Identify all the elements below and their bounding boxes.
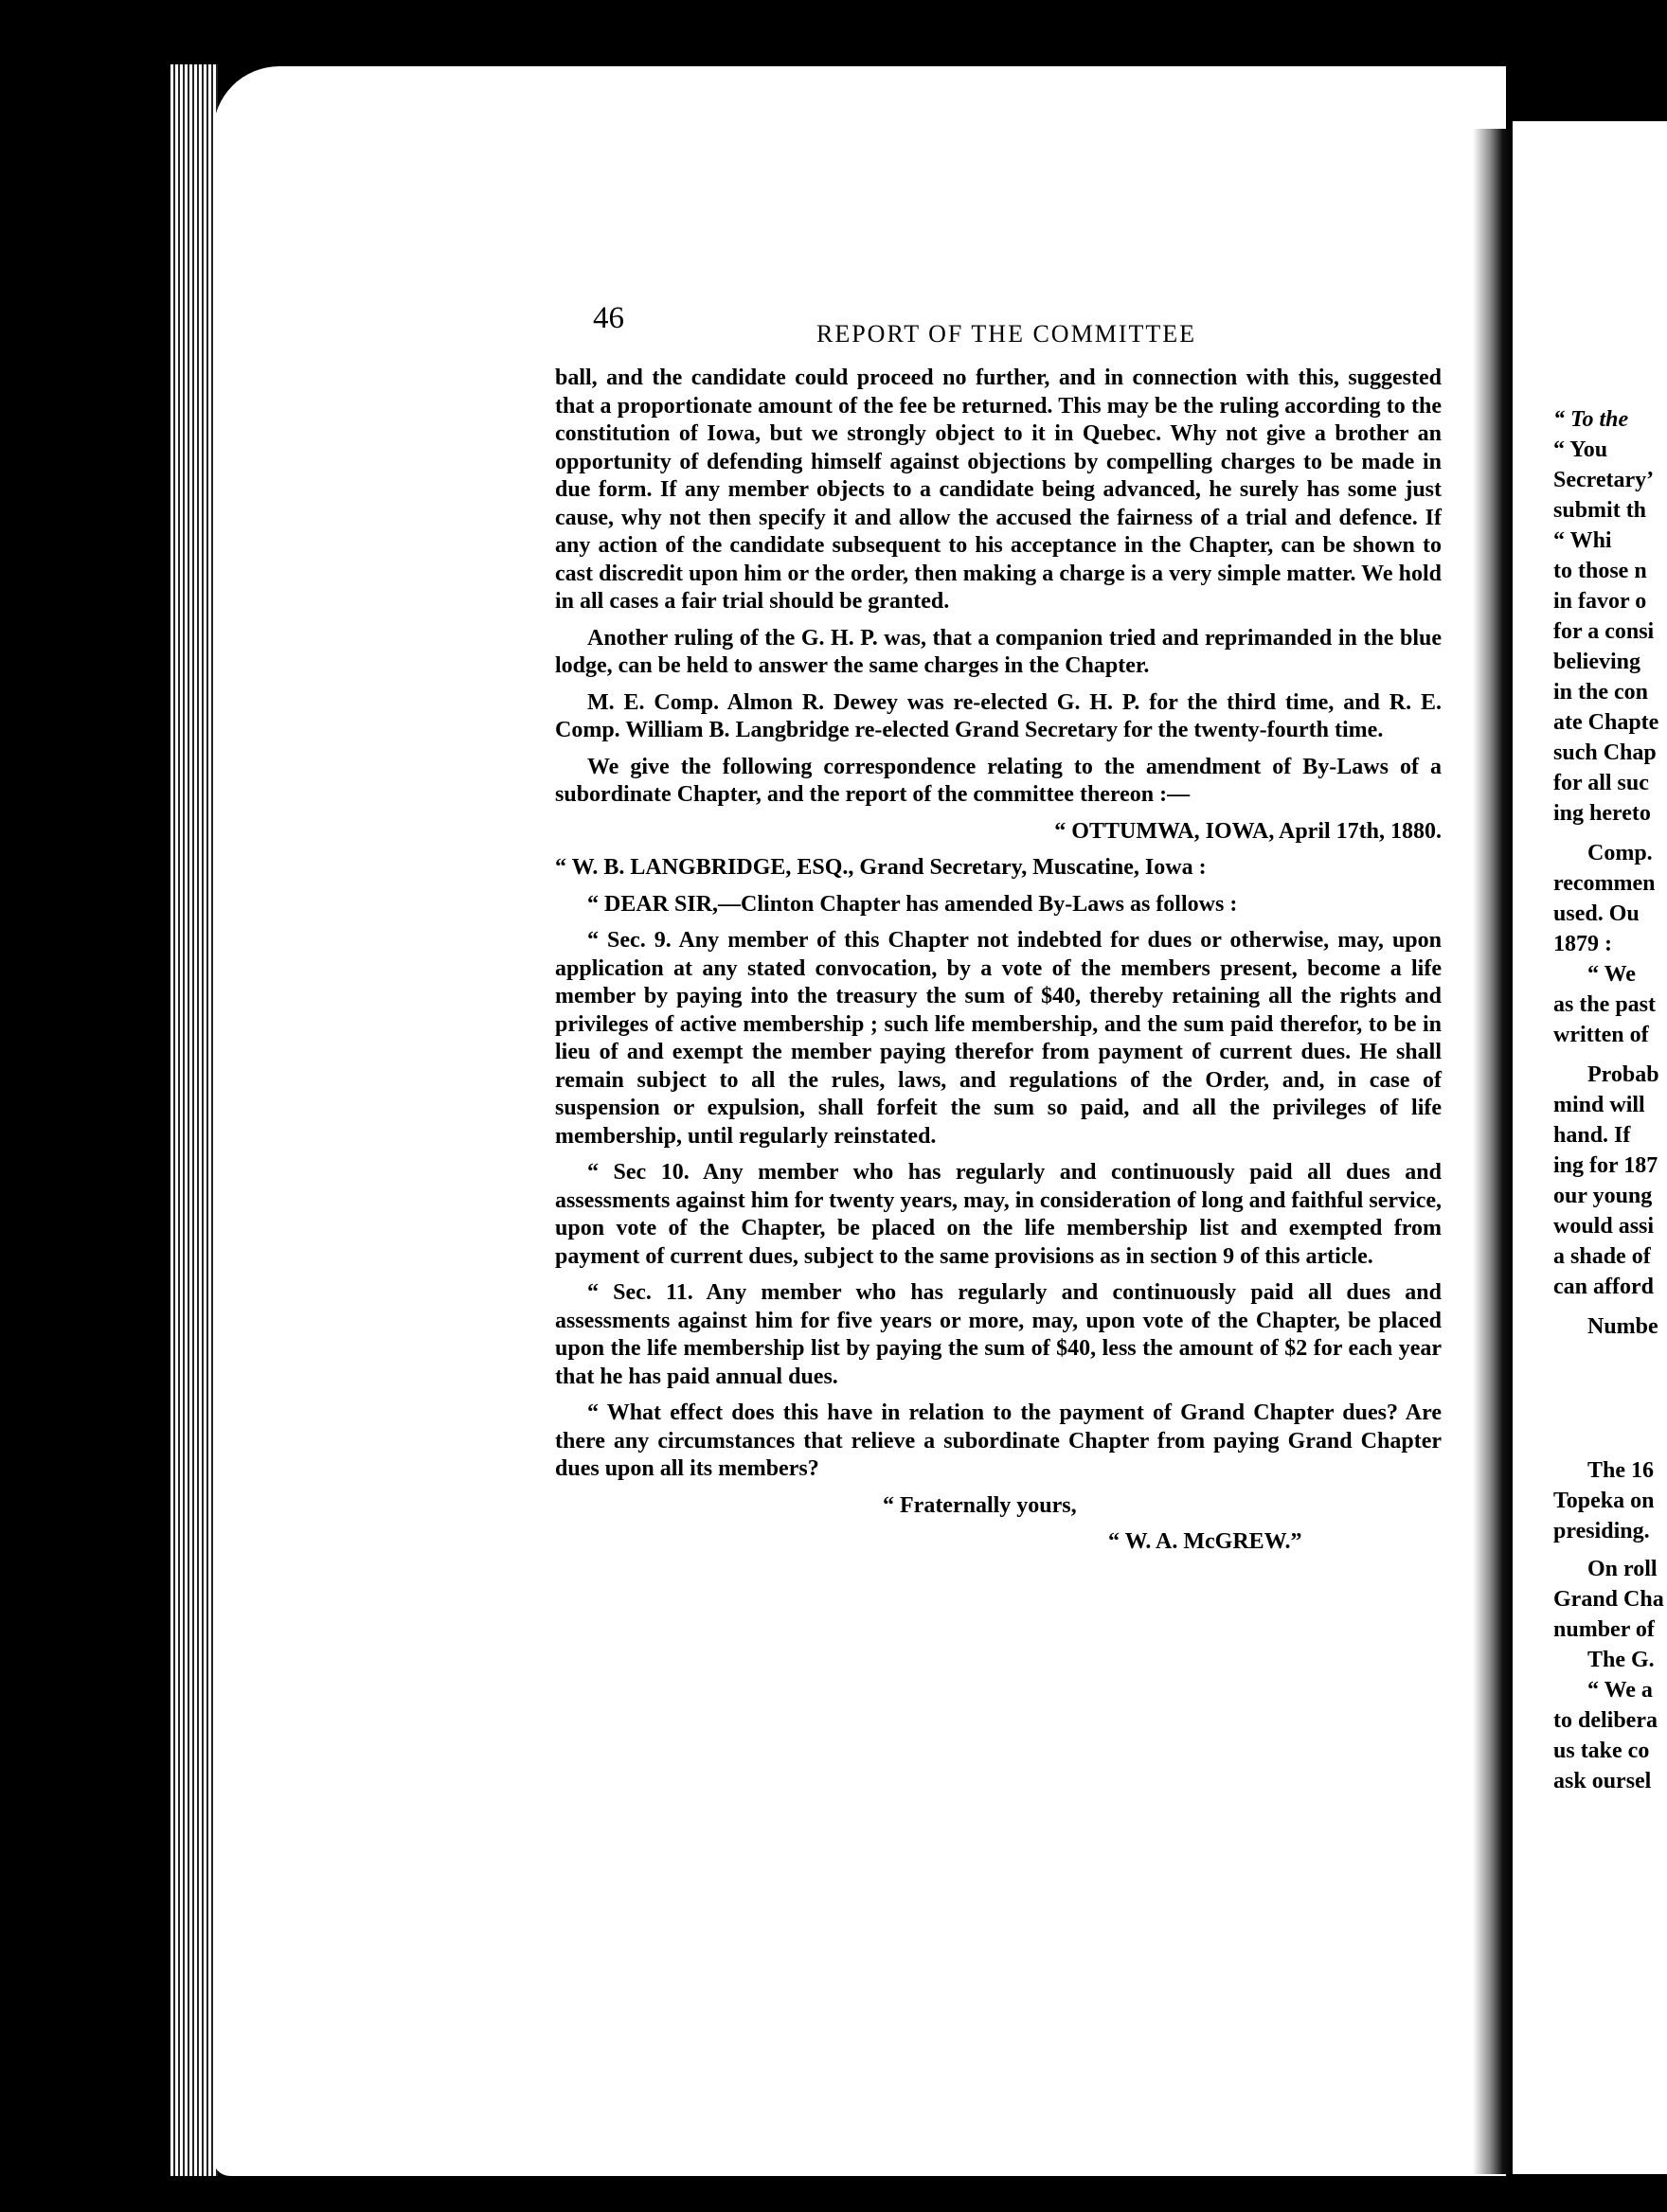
right-line: The G. [1587,1648,1655,1672]
letter-question: “ What effect does this have in relation to the payment of Grand Chapter dues? Are there any circumstances that relieve a subordinate Chapter from paying Grand Chapter dues upon all its members? [555,1400,1442,1481]
right-line: us take co [1553,1739,1650,1763]
letter-dateline: “ OTTUMWA, IOWA, April 17th, 1880. [1054,818,1442,844]
right-line: “ We [1587,962,1636,987]
running-head: REPORT OF THE COMMITTEE [816,320,1196,348]
right-line: would assi [1553,1214,1655,1239]
right-line: hand. If [1553,1123,1631,1148]
right-line: believing [1553,650,1641,674]
right-line: ate Chapte [1553,710,1659,735]
right-line: Grand Cha [1553,1587,1664,1612]
bylaw-section: “ Sec 10. Any member who has regularly and continuously paid all dues and assessments against him for twenty years, may, in consideration of long and faithful service, upon vote of the Chapter, be placed on the life membership list and exempted from payment of current dues, subject to the same provisions as in section 9 of this article. [555,1160,1442,1269]
right-line: a shade of [1553,1244,1651,1269]
right-line: recommen [1553,871,1656,896]
right-line: Probab [1587,1062,1659,1087]
right-line: submit th [1553,498,1647,523]
right-line: written of [1553,1023,1649,1047]
right-line: 1879 : [1553,932,1612,956]
right-line: used. Ou [1553,901,1640,926]
right-line: “ We a [1587,1678,1653,1703]
right-line: “ To the [1553,407,1629,432]
paragraph: M. E. Comp. Almon R. Dewey was re-elected G. H. P. for the third time, and R. E. Comp. William B. Langbridge re-elected Grand Secretary for the twenty-fourth time. [555,689,1442,742]
paragraph: We give the following correspondence relating to the amendment of By-Laws of a subordinate Chapter, and the report of the committee thereon :— [555,754,1442,807]
right-line: can afford [1553,1275,1654,1299]
right-line: as the past [1553,992,1657,1017]
blank-space [1553,1342,1667,1455]
right-line: mind will [1553,1093,1645,1117]
right-line: in favor o [1553,589,1647,614]
right-line: to those n [1553,559,1647,583]
right-line: to delibera [1553,1708,1658,1733]
left-page-body [555,365,1442,1565]
letter-closing: “ Fraternally yours, [883,1492,1077,1518]
page-number: 46 [593,301,624,335]
right-line: ing hereto [1553,801,1651,826]
right-line: On roll [1587,1557,1658,1581]
bylaw-section: “ Sec. 9. Any member of this Chapter not indebted for dues or otherwise, may, upon application at any stated convocation, by a vote of the members present, become a life member by paying into the treasury the sum of $40, thereby retaining all the rights and privileges of active membership ; such life membership, and the sum paid therefor, to be in lieu of and exempt the member paying therefor from payment of current dues. He shall remain subject to all the rules, laws, and regulations of the Order, and, in case of suspension or expulsion, shall forfeit the sum so paid, and all the privileges of life membership, until regularly reinstated. [555,928,1442,1149]
right-line: such Chap [1553,740,1657,765]
right-line: Secretary’ [1553,468,1655,492]
right-line: Topeka on [1553,1489,1655,1513]
right-line: “ Whi [1553,528,1612,553]
right-line: Comp. [1587,841,1653,865]
right-line: for a consi [1553,619,1655,644]
right-line: “ You [1553,437,1608,462]
letter-salutation: “ DEAR SIR,—Clinton Chapter has amended By-Laws as follows : [587,891,1238,917]
right-line: ing for 187 [1553,1153,1658,1178]
right-line: ask oursel [1553,1769,1652,1793]
bylaw-section: “ Sec. 11. Any member who has regularly and continuously paid all dues and assessments against him for five years or more, may, upon vote of the Chapter, be placed upon the life membership list by paying the sum of $40, less the amount of $2 for each year that he has paid annual dues. [555,1280,1442,1389]
right-line: number of [1553,1617,1655,1642]
right-line: in the con [1553,680,1649,705]
paragraph: ball, and the candidate could proceed no further, and in connection with this, suggested that a proportionate amount of the fee be returned. This may be the ruling according to the constitution of Iowa, but we strongly object to it in Quebec. Why not give a brother an opportunity of defending himself against objections by compelling charges to be made in due form. If any member objects to a candidate being advanced, he surely has some just cause, why not then specify it and allow the accused the fairness of a trial and defence. If any action of the candidate subsequent to his acceptance in the Chapter, can be shown to cast discredit upon him or the order, then making a charge is a very simple matter. We hold in all cases a fair trial should be granted. [555,366,1442,614]
right-line: Numbe [1587,1314,1658,1339]
book-gutter [1473,129,1513,2174]
letter-signature: “ W. A. McGREW.” [1108,1529,1302,1554]
page-block-edge [170,64,218,2176]
right-page-text [1553,404,1667,1796]
right-line: The 16 [1587,1458,1655,1483]
right-line: our young [1553,1184,1653,1208]
right-line: presiding. [1553,1519,1650,1543]
letter-address: “ W. B. LANGBRIDGE, ESQ., Grand Secretary, Muscatine, Iowa : [555,855,1207,880]
paragraph: Another ruling of the G. H. P. was, that a companion tried and reprimanded in the blue lodge, can be held to answer the same charges in the Chapter. [555,625,1442,678]
right-line: for all suc [1553,771,1649,795]
